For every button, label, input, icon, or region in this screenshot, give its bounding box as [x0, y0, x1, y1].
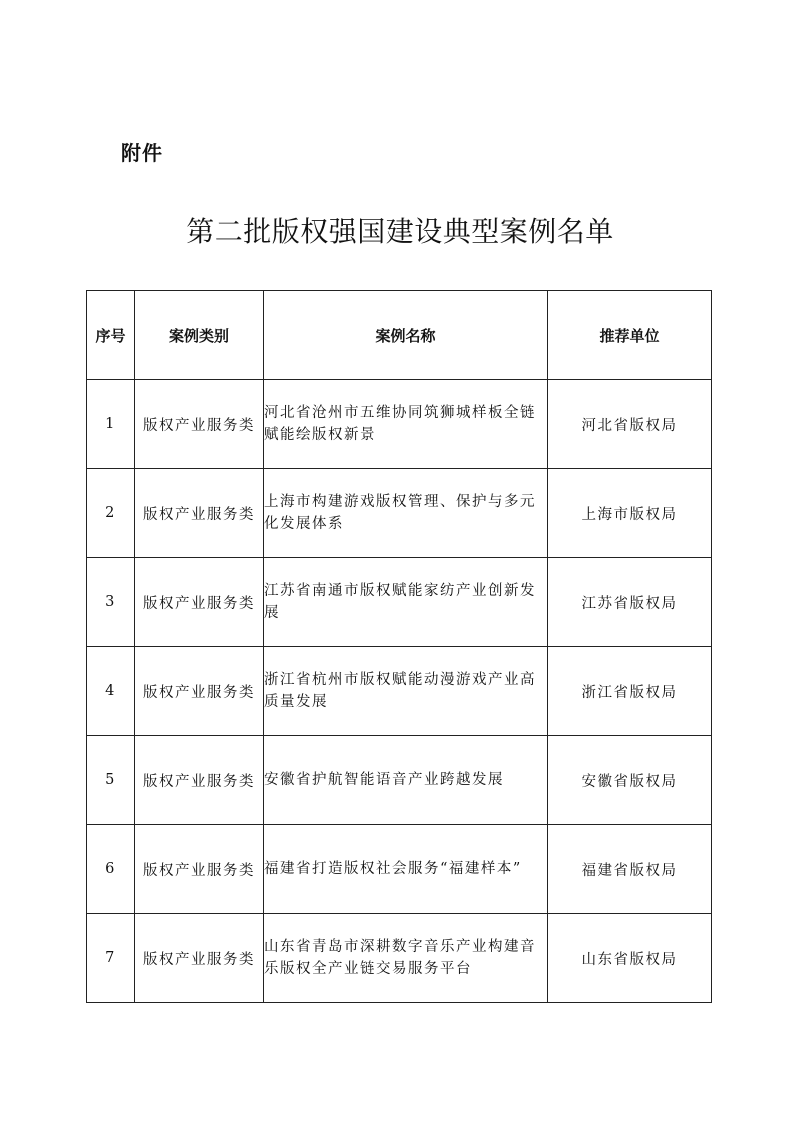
table-row	[87, 469, 712, 558]
table-row	[87, 380, 712, 469]
document-title: 第二批版权强国建设典型案例名单	[186, 215, 614, 248]
row-category: 版权产业服务类	[135, 914, 264, 1003]
row-recommending-unit: 山东省版权局	[548, 914, 712, 1003]
table-row	[87, 647, 712, 736]
table-row	[87, 825, 712, 914]
row-index: 4	[87, 647, 135, 736]
table-row	[87, 914, 712, 1003]
row-index: 1	[87, 380, 135, 469]
attachment-label: 附件	[121, 141, 163, 165]
row-recommending-unit: 安徽省版权局	[548, 736, 712, 825]
column-header-category: 案例类别	[135, 291, 264, 380]
row-index: 3	[87, 558, 135, 647]
row-recommending-unit: 福建省版权局	[548, 825, 712, 914]
row-case-name: 浙江省杭州市版权赋能动漫游戏产业高质量发展	[264, 647, 548, 736]
row-case-name: 福建省打造版权社会服务“福建样本”	[264, 825, 548, 914]
row-category: 版权产业服务类	[135, 380, 264, 469]
row-case-name: 江苏省南通市版权赋能家纺产业创新发展	[264, 558, 548, 647]
row-category: 版权产业服务类	[135, 647, 264, 736]
row-case-name: 山东省青岛市深耕数字音乐产业构建音乐版权全产业链交易服务平台	[264, 914, 548, 1003]
column-header-unit: 推荐单位	[548, 291, 712, 380]
row-recommending-unit: 浙江省版权局	[548, 647, 712, 736]
row-index: 7	[87, 914, 135, 1003]
row-category: 版权产业服务类	[135, 736, 264, 825]
row-category: 版权产业服务类	[135, 469, 264, 558]
row-case-name: 上海市构建游戏版权管理、保护与多元化发展体系	[264, 469, 548, 558]
row-category: 版权产业服务类	[135, 558, 264, 647]
row-index: 6	[87, 825, 135, 914]
row-index: 2	[87, 469, 135, 558]
table-header-row	[87, 291, 712, 380]
row-recommending-unit: 上海市版权局	[548, 469, 712, 558]
table-row	[87, 736, 712, 825]
case-list-table	[86, 290, 712, 1003]
row-case-name: 安徽省护航智能语音产业跨越发展	[264, 736, 548, 825]
row-recommending-unit: 江苏省版权局	[548, 558, 712, 647]
row-index: 5	[87, 736, 135, 825]
row-category: 版权产业服务类	[135, 825, 264, 914]
row-recommending-unit: 河北省版权局	[548, 380, 712, 469]
column-header-index: 序号	[87, 291, 135, 380]
row-case-name: 河北省沧州市五维协同筑狮城样板全链赋能绘版权新景	[264, 380, 548, 469]
column-header-name: 案例名称	[264, 291, 548, 380]
table-row	[87, 558, 712, 647]
